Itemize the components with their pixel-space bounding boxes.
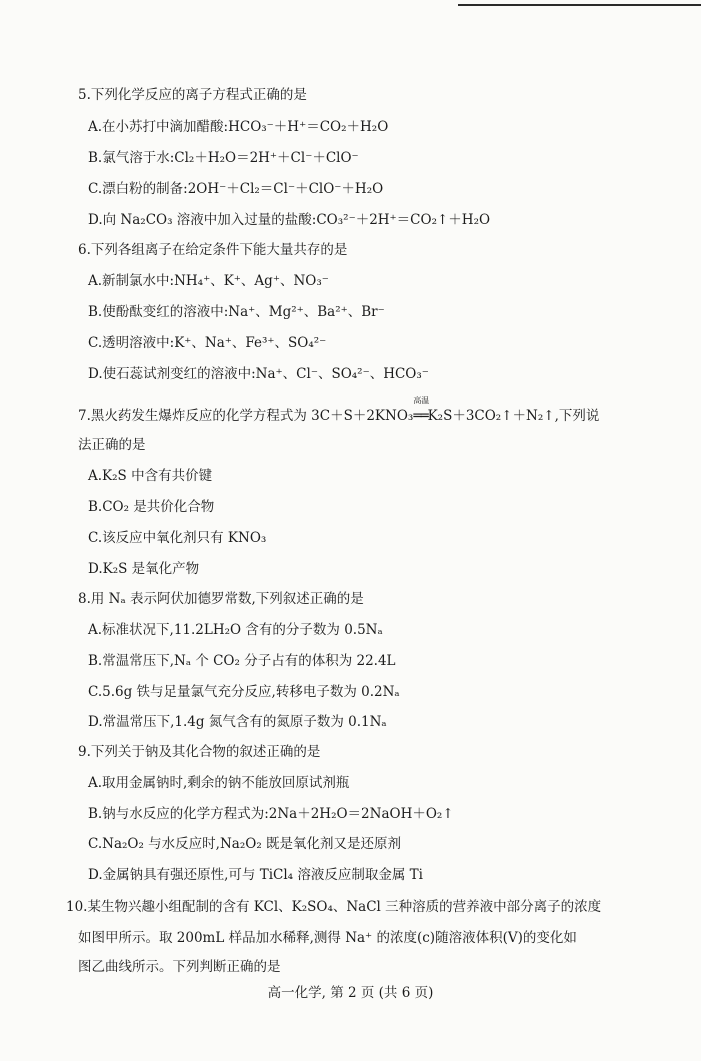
page-footer: 高一化学, 第 2 页 (共 6 页) [267, 985, 434, 1001]
q9-option-b: B.钠与水反应的化学方程式为:2Na＋2H₂O＝2NaOH＋O₂↑ [88, 806, 454, 822]
q5-option-a: A.在小苏打中滴加醋酸:HCO₃⁻＋H⁺＝CO₂＋H₂O [88, 119, 389, 135]
equals-bar: ══ [413, 408, 428, 424]
q10-stem-line1: 10.某生物兴趣小组配制的含有 KCl、K₂SO₄、NaCl 三种溶质的营养液中部分离子的浓度 [66, 899, 602, 915]
q8-stem: 8.用 Nₐ 表示阿伏加德罗常数,下列叙述正确的是 [78, 591, 364, 607]
q9-option-a: A.取用金属钠时,剩余的钠不能放回原试剂瓶 [88, 775, 350, 791]
q9-option-d: D.金属钠具有强还原性,可与 TiCl₄ 溶液反应制取金属 Ti [88, 867, 424, 883]
q6-option-d: D.使石蕊试剂变红的溶液中:Na⁺、Cl⁻、SO₄²⁻、HCO₃⁻ [88, 366, 429, 382]
q6-stem: 6.下列各组离子在给定条件下能大量共存的是 [78, 242, 348, 258]
q7-option-b: B.CO₂ 是共价化合物 [88, 499, 215, 515]
q7-stem-after: K₂S＋3CO₂↑＋N₂↑,下列说 [427, 408, 600, 424]
q9-option-c: C.Na₂O₂ 与水反应时,Na₂O₂ 既是氧化剂又是还原剂 [88, 836, 402, 852]
q6-option-c: C.透明溶液中:K⁺、Na⁺、Fe³⁺、SO₄²⁻ [88, 335, 327, 351]
q7-stem [78, 396, 600, 425]
q5-option-b: B.氯气溶于水:Cl₂＋H₂O＝2H⁺＋Cl⁻＋ClO⁻ [88, 150, 359, 166]
q6-option-b: B.使酚酞变红的溶液中:Na⁺、Mg²⁺、Ba²⁺、Br⁻ [88, 304, 385, 320]
q7-option-d: D.K₂S 是氧化产物 [88, 561, 200, 577]
q5-option-d: D.向 Na₂CO₃ 溶液中加入过量的盐酸:CO₃²⁻＋2H⁺＝CO₂↑＋H₂O [88, 212, 491, 228]
q8-option-a: A.标准状况下,11.2LH₂O 含有的分子数为 0.5Nₐ [88, 622, 383, 638]
q6-option-a: A.新制氯水中:NH₄⁺、K⁺、Ag⁺、NO₃⁻ [88, 273, 329, 289]
q5-option-c: C.漂白粉的制备:2OH⁻＋Cl₂＝Cl⁻＋ClO⁻＋H₂O [88, 181, 384, 197]
q7-stem-cont: 法正确的是 [78, 437, 146, 453]
q8-option-d: D.常温常压下,1.4g 氮气含有的氮原子数为 0.1Nₐ [88, 714, 387, 730]
q10-stem-line2: 如图甲所示。取 200mL 样品加水稀释,测得 Na⁺ 的浓度(c)随溶液体积(V)的变化如 [78, 930, 577, 946]
q10-stem-line3: 图乙曲线所示。下列判断正确的是 [78, 959, 281, 975]
q7-option-a: A.K₂S 中含有共价键 [88, 468, 213, 484]
condition-label: 高温 [413, 396, 430, 405]
q9-stem: 9.下列关于钠及其化合物的叙述正确的是 [78, 744, 321, 760]
q7-stem-before: 7.黑火药发生爆炸反应的化学方程式为 3C＋S＋2KNO₃ [78, 408, 414, 424]
q8-option-b: B.常温常压下,Nₐ 个 CO₂ 分子占有的体积为 22.4L [88, 653, 396, 669]
q7-option-c: C.该反应中氧化剂只有 KNO₃ [88, 530, 267, 546]
q5-stem: 5.下列化学反应的离子方程式正确的是 [78, 87, 307, 103]
reaction-condition [413, 396, 430, 425]
top-border-line [458, 4, 701, 6]
q8-option-c: C.5.6g 铁与足量氯气充分反应,转移电子数为 0.2Nₐ [88, 684, 400, 700]
